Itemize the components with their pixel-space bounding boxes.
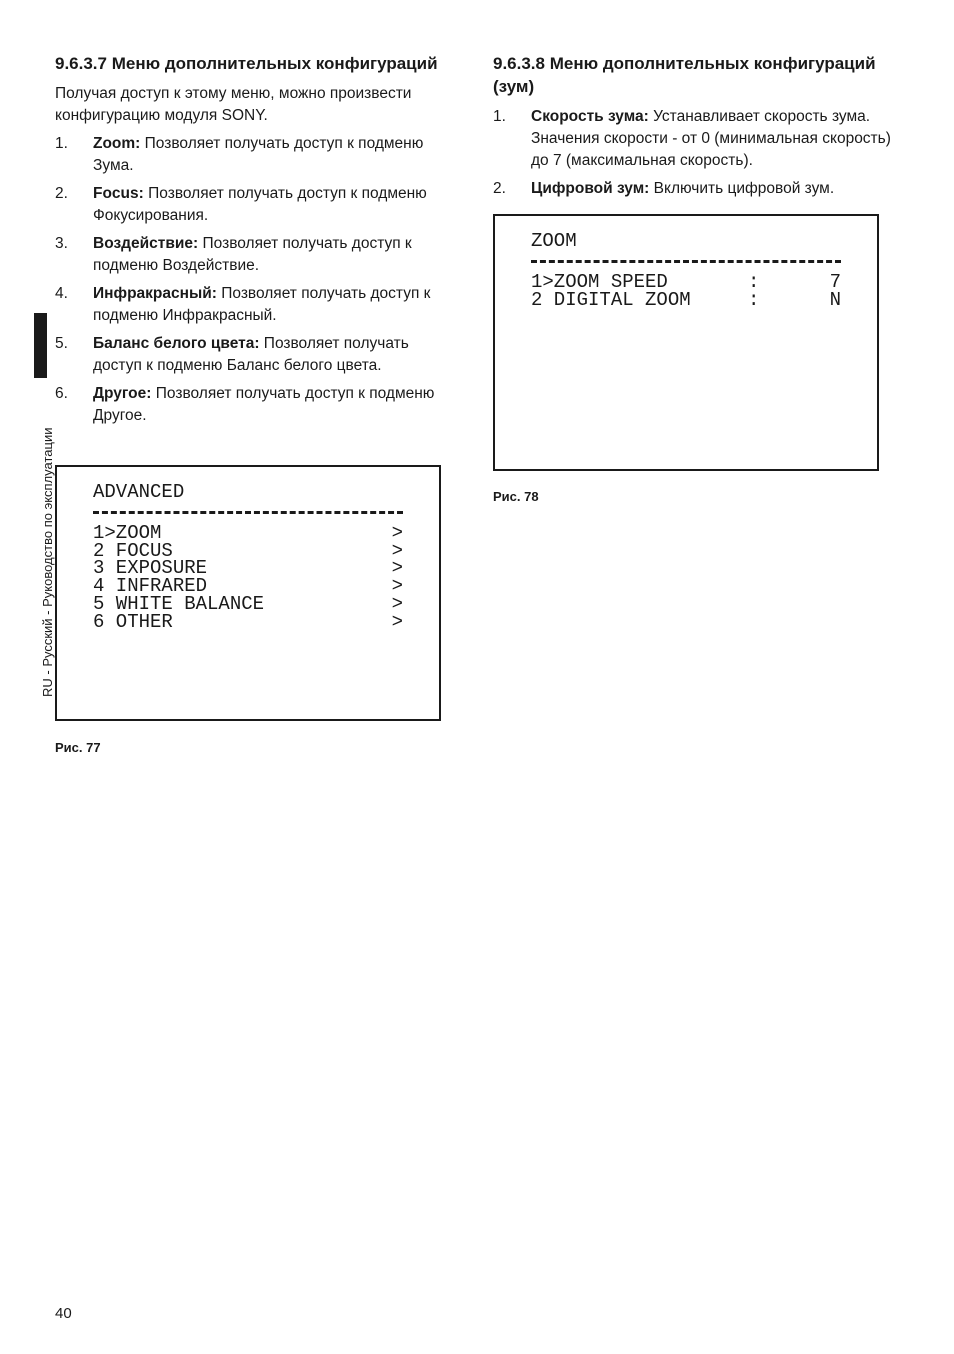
item-text: Позволяет получать доступ к подменю Воздействие.	[93, 235, 412, 274]
item-term: Focus:	[93, 185, 144, 202]
osd-menu-line	[531, 288, 841, 311]
osd-line-label: 4 INFRARED	[93, 575, 208, 598]
list-item	[493, 178, 893, 200]
item-number: 5.	[55, 335, 68, 352]
page-number: 40	[55, 1305, 72, 1322]
item-text: Позволяет получать доступ к подменю Другое.	[93, 385, 435, 424]
item-term: Другое:	[93, 385, 152, 402]
item-number: 4.	[55, 285, 68, 302]
item-text: Позволяет получать доступ к подменю Зума.	[93, 135, 424, 174]
item-number: 1.	[55, 135, 68, 152]
right-column	[493, 52, 893, 206]
osd-line-label: 5 WHITE BALANCE	[93, 592, 265, 615]
item-term: Цифровой зум:	[531, 180, 650, 197]
osd-line-label: 2 FOCUS	[93, 539, 173, 562]
list-item	[55, 283, 455, 327]
section-heading-advanced: 9.6.3.7 Меню дополнительных конфигураций	[55, 54, 438, 73]
list-item	[55, 233, 455, 277]
osd-title: ZOOM	[531, 230, 577, 252]
osd-arrow: >	[391, 539, 403, 562]
osd-line-label: 3 EXPOSURE	[93, 557, 208, 580]
item-term: Скорость зума:	[531, 108, 649, 125]
osd-separator	[531, 260, 841, 263]
item-number: 6.	[55, 385, 68, 402]
osd-arrow: >	[391, 557, 403, 580]
osd-title: ADVANCED	[93, 481, 185, 503]
osd-colon: :	[748, 288, 760, 311]
osd-line-label: 2 DIGITAL ZOOM	[531, 288, 691, 311]
osd-line-label: 6 OTHER	[93, 610, 173, 633]
item-text: Позволяет получать доступ к подменю Баланс белого цвета.	[93, 335, 409, 374]
list-item	[55, 183, 455, 227]
advanced-menu-description-list	[55, 133, 455, 427]
osd-separator	[93, 511, 403, 514]
zoom-menu-description-list	[493, 106, 893, 200]
item-number: 2.	[493, 180, 506, 197]
list-item	[55, 383, 455, 427]
osd-line-label: 1>ZOOM	[93, 521, 162, 544]
osd-arrow: >	[391, 592, 403, 615]
osd-colon: :	[748, 270, 760, 293]
item-text: Позволяет получать доступ к подменю Инфракрасный.	[93, 285, 431, 324]
left-column	[55, 52, 455, 433]
figure-caption-78: Рис. 78	[493, 489, 539, 504]
list-item	[55, 133, 455, 177]
figure-caption-77: Рис. 77	[55, 740, 101, 755]
osd-value: 7	[829, 270, 841, 293]
osd-menu-line	[93, 610, 403, 633]
item-text: Позволяет получать доступ к подменю Фокусирования.	[93, 185, 427, 224]
osd-line-label: 1>ZOOM SPEED	[531, 270, 668, 293]
item-term: Баланс белого цвета:	[93, 335, 260, 352]
list-item	[493, 106, 893, 172]
item-number: 3.	[55, 235, 68, 252]
item-text: Включить цифровой зум.	[649, 180, 835, 197]
sidebar-label: RU - Русский - Руководство по эксплуатации	[40, 427, 55, 697]
item-term: Воздействие:	[93, 235, 199, 252]
item-term: Инфракрасный:	[93, 285, 217, 302]
item-term: Zoom:	[93, 135, 141, 152]
osd-value: N	[829, 288, 841, 311]
item-number: 1.	[493, 108, 506, 125]
osd-arrow: >	[391, 610, 403, 633]
osd-arrow: >	[391, 521, 403, 544]
section-heading-zoom: 9.6.3.8 Меню дополнительных конфигураций (зум)	[493, 54, 876, 96]
section-intro: Получая доступ к этому меню, можно произвести конфигурацию модуля SONY.	[55, 85, 412, 124]
item-number: 2.	[55, 185, 68, 202]
osd-arrow: >	[391, 575, 403, 598]
osd-zoom-menu	[493, 214, 879, 471]
osd-advanced-menu	[55, 465, 441, 721]
item-text: Устанавливает скорость зума. Значения скорости - от 0 (минимальная скорость) до 7 (максимальная скорость).	[531, 108, 891, 169]
section-marker-bar	[34, 313, 47, 378]
list-item	[55, 333, 455, 377]
